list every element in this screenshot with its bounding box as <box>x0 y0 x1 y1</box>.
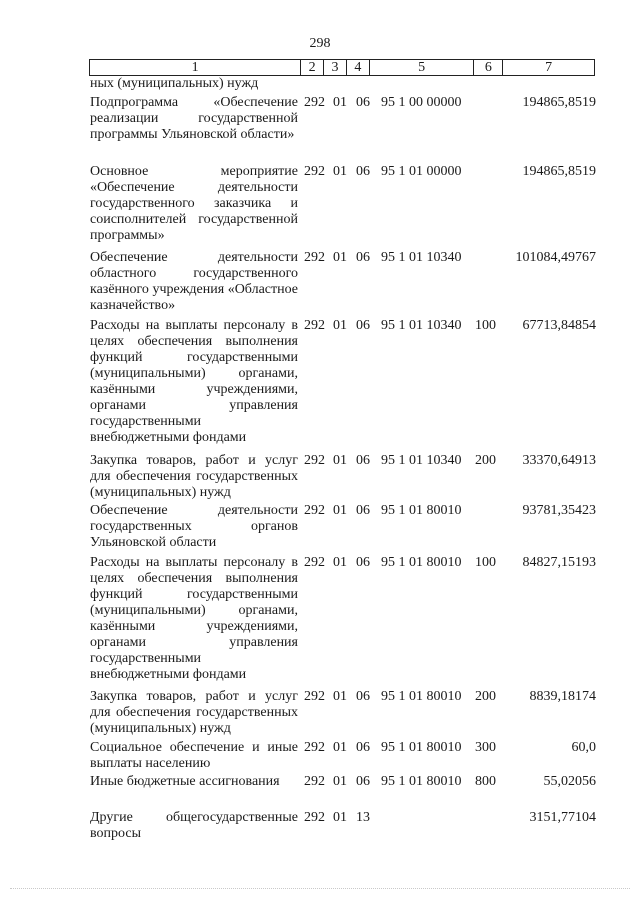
header-col-5: 5 <box>370 60 475 75</box>
row-target-article: 95 1 01 80010 <box>381 503 462 518</box>
row-ministry-code: 292 <box>304 95 325 110</box>
row-section-code: 01 <box>333 503 347 518</box>
row-description: Обеспечение деятельности областного государственного казённого учреждения «Областное казначейство» <box>90 250 298 313</box>
row-amount: 67713,84854 <box>522 318 596 333</box>
row-target-article: 95 1 01 80010 <box>381 689 462 704</box>
row-subsection-code: 06 <box>356 740 370 755</box>
row-section-code: 01 <box>333 689 347 704</box>
row-amount: 93781,35423 <box>522 503 596 518</box>
row-target-article: 95 1 01 80010 <box>381 555 462 570</box>
row-subsection-code: 06 <box>356 318 370 333</box>
row-subsection-code: 06 <box>356 250 370 265</box>
row-amount: 3151,77104 <box>529 810 596 825</box>
row-description: Другие общегосударственные вопросы <box>90 810 298 841</box>
row-subsection-code: 06 <box>356 555 370 570</box>
row-ministry-code: 292 <box>304 689 325 704</box>
row-target-article: 95 1 01 10340 <box>381 453 462 468</box>
scan-noise-divider <box>10 888 630 890</box>
row-target-article: 95 1 01 80010 <box>381 774 462 789</box>
row-target-article: 95 1 01 80010 <box>381 740 462 755</box>
row-amount: 194865,8519 <box>522 95 596 110</box>
row-expense-type: 100 <box>475 555 496 570</box>
row-description: Иные бюджетные ассигнования <box>90 774 280 789</box>
row-amount: 8839,18174 <box>529 689 596 704</box>
row-description: Основное мероприятие «Обеспечение деятельности государственного заказчика и соисполнителей государственной программы» <box>90 164 298 243</box>
row-description: Расходы на выплаты персоналу в целях обеспечения выполнения функций государственными (муниципальными) органами, казёнными учреждениями, органами управления государственными внебюджетными фондами <box>90 318 298 445</box>
header-col-7: 7 <box>545 60 553 75</box>
row-expense-type: 200 <box>475 453 496 468</box>
row-ministry-code: 292 <box>304 453 325 468</box>
row-section-code: 01 <box>333 250 347 265</box>
row-amount: 60,0 <box>571 740 596 755</box>
row-expense-type: 800 <box>475 774 496 789</box>
row-description: Расходы на выплаты персоналу в целях обеспечения выполнения функций государственными (муниципальными) органами, казёнными учреждениями, органами управления государственными внебюджетными фондами <box>90 555 298 682</box>
row-ministry-code: 292 <box>304 503 325 518</box>
row-description: Социальное обеспечение и иные выплаты населению <box>90 740 298 771</box>
row-ministry-code: 292 <box>304 318 325 333</box>
row-amount: 84827,15193 <box>522 555 596 570</box>
row-ministry-code: 292 <box>304 810 325 825</box>
row-description: Закупка товаров, работ и услуг для обеспечения государственных (муниципальных) нужд <box>90 689 298 736</box>
page-number: 298 <box>309 36 331 51</box>
row-description: Закупка товаров, работ и услуг для обеспечения государственных (муниципальных) нужд <box>90 453 298 500</box>
row-section-code: 01 <box>333 318 347 333</box>
row-section-code: 01 <box>333 95 347 110</box>
header-col-4: 4 <box>347 60 370 75</box>
row-subsection-code: 06 <box>356 164 370 179</box>
row-ministry-code: 292 <box>304 555 325 570</box>
row-ministry-code: 292 <box>304 740 325 755</box>
table-header <box>89 59 595 76</box>
row-description: Обеспечение деятельности государственных органов Ульяновской области <box>90 503 298 550</box>
row-description: ных (муниципальных) нужд <box>90 76 259 91</box>
row-subsection-code: 06 <box>356 503 370 518</box>
row-expense-type: 300 <box>475 740 496 755</box>
row-section-code: 01 <box>333 774 347 789</box>
row-expense-type: 100 <box>475 318 496 333</box>
row-section-code: 01 <box>333 453 347 468</box>
row-target-article: 95 1 00 00000 <box>381 95 462 110</box>
row-section-code: 01 <box>333 810 347 825</box>
row-amount: 55,02056 <box>543 774 596 789</box>
row-section-code: 01 <box>333 555 347 570</box>
row-ministry-code: 292 <box>304 164 325 179</box>
row-amount: 194865,8519 <box>522 164 596 179</box>
header-col-3: 3 <box>324 60 347 75</box>
row-description: Подпрограмма «Обеспечение реализации государственной программы Ульяновской области» <box>90 95 298 142</box>
row-subsection-code: 06 <box>356 453 370 468</box>
row-amount: 33370,64913 <box>522 453 596 468</box>
row-target-article: 95 1 01 10340 <box>381 250 462 265</box>
row-subsection-code: 06 <box>356 774 370 789</box>
header-col-1: 1 <box>90 60 301 75</box>
header-col-6: 6 <box>474 60 503 75</box>
row-expense-type: 200 <box>475 689 496 704</box>
row-target-article: 95 1 01 00000 <box>381 164 462 179</box>
row-amount: 101084,49767 <box>515 250 596 265</box>
row-section-code: 01 <box>333 740 347 755</box>
header-col-2: 2 <box>301 60 324 75</box>
row-subsection-code: 13 <box>356 810 370 825</box>
row-subsection-code: 06 <box>356 689 370 704</box>
row-ministry-code: 292 <box>304 250 325 265</box>
row-section-code: 01 <box>333 164 347 179</box>
row-target-article: 95 1 01 10340 <box>381 318 462 333</box>
row-ministry-code: 292 <box>304 774 325 789</box>
row-subsection-code: 06 <box>356 95 370 110</box>
